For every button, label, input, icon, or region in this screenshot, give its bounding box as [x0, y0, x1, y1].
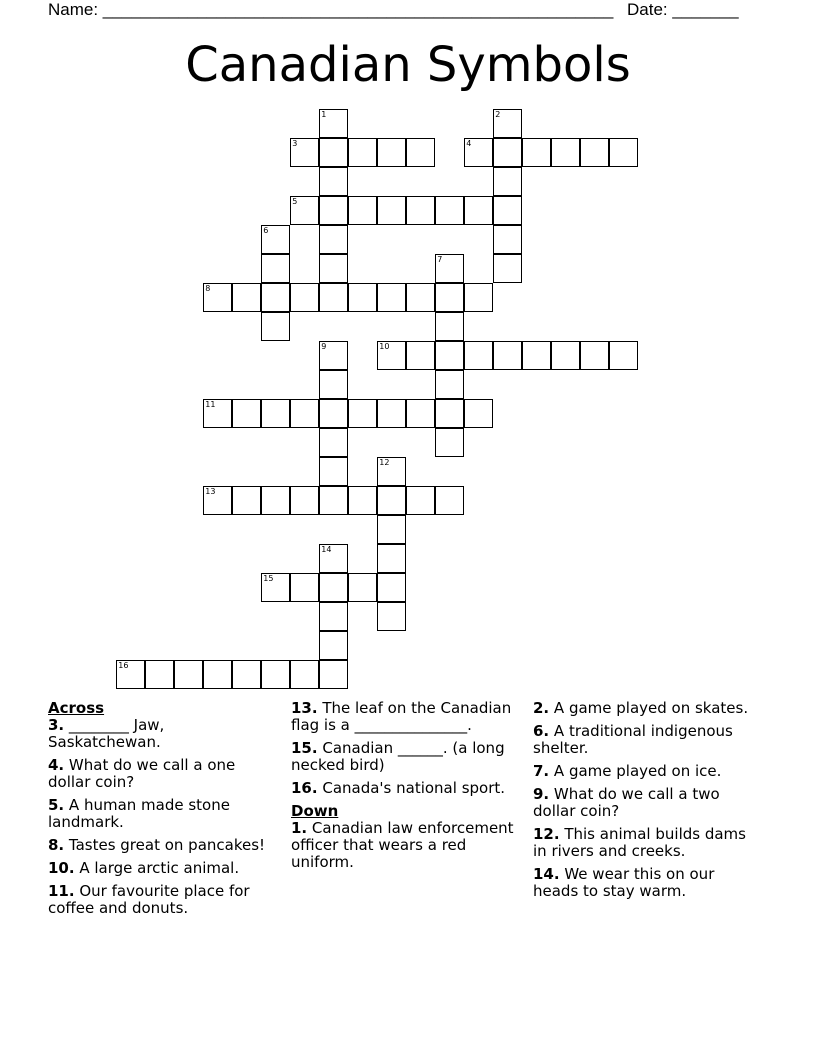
clue-column-2 — [291, 700, 516, 877]
clue-down-12 — [533, 826, 763, 860]
clue-text: Canadian ______. (a long necked bird) — [291, 739, 505, 774]
grid-cell[interactable] — [290, 660, 319, 689]
grid-cell[interactable] — [406, 196, 435, 225]
grid-cell[interactable] — [319, 254, 348, 283]
grid-cell[interactable] — [435, 370, 464, 399]
grid-cell[interactable] — [319, 457, 348, 486]
clue-down-7 — [533, 763, 763, 780]
clue-text: Canadian law enforcement officer that wears a red uniform. — [291, 819, 514, 871]
cell-number: 3 — [292, 139, 298, 149]
clue-down-14 — [533, 866, 763, 900]
grid-cell[interactable] — [290, 138, 319, 167]
cell-number: 2 — [495, 110, 501, 120]
grid-cell[interactable] — [435, 428, 464, 457]
name-field[interactable]: Name: ______________________________________________________ — [48, 0, 614, 19]
grid-cell[interactable] — [319, 370, 348, 399]
grid-cell[interactable] — [319, 399, 348, 428]
clue-across-15 — [291, 740, 516, 774]
clue-number: 3. — [48, 716, 65, 734]
across-heading: Across — [48, 699, 105, 717]
grid-cell[interactable] — [319, 138, 348, 167]
grid-cell[interactable] — [348, 138, 377, 167]
grid-cell[interactable] — [319, 573, 348, 602]
clue-number: 1. — [291, 819, 308, 837]
grid-cell[interactable] — [261, 283, 290, 312]
cell-number: 6 — [263, 226, 269, 236]
grid-cell[interactable] — [319, 341, 348, 370]
grid-cell[interactable] — [551, 341, 580, 370]
cell-number: 11 — [205, 400, 216, 410]
clue-number: 11. — [48, 882, 75, 900]
grid-cell[interactable] — [377, 486, 406, 515]
clue-down-6 — [533, 723, 763, 757]
grid-cell[interactable] — [261, 573, 290, 602]
grid-cell[interactable] — [377, 457, 406, 486]
clue-text: What do we call a two dollar coin? — [533, 785, 720, 820]
grid-cell[interactable] — [348, 486, 377, 515]
clue-number: 4. — [48, 756, 65, 774]
clue-text: A human made stone landmark. — [48, 796, 230, 831]
clue-column-3 — [533, 700, 763, 906]
clue-down-1 — [291, 820, 516, 871]
grid-cell[interactable] — [377, 573, 406, 602]
clue-text: A game played on skates. — [549, 699, 749, 717]
grid-cell[interactable] — [203, 486, 232, 515]
clue-number: 14. — [533, 865, 560, 883]
grid-cell[interactable] — [406, 138, 435, 167]
grid-cell[interactable] — [319, 196, 348, 225]
cell-number: 16 — [118, 661, 129, 671]
clue-number: 7. — [533, 762, 550, 780]
grid-cell[interactable] — [464, 283, 493, 312]
grid-cell[interactable] — [377, 341, 406, 370]
clue-text: We wear this on our heads to stay warm. — [533, 865, 715, 900]
clue-across-3 — [48, 717, 278, 751]
clue-across-13 — [291, 700, 516, 734]
page-title: Canadian Symbols — [185, 37, 631, 93]
grid-cell[interactable] — [406, 341, 435, 370]
grid-cell[interactable] — [406, 399, 435, 428]
grid-cell[interactable] — [609, 138, 638, 167]
grid-cell[interactable] — [290, 573, 319, 602]
grid-cell[interactable] — [609, 341, 638, 370]
clue-number: 15. — [291, 739, 318, 757]
grid-cell[interactable] — [348, 399, 377, 428]
grid-cell[interactable] — [319, 167, 348, 196]
clue-number: 9. — [533, 785, 550, 803]
grid-cell[interactable] — [232, 283, 261, 312]
clue-number: 13. — [291, 699, 318, 717]
clue-text: The leaf on the Canadian flag is a _______________. — [291, 699, 512, 734]
grid-cell[interactable] — [522, 138, 551, 167]
cell-number: 12 — [379, 458, 390, 468]
clue-number: 12. — [533, 825, 560, 843]
cell-number: 13 — [205, 487, 216, 497]
grid-cell[interactable] — [319, 631, 348, 660]
grid-cell[interactable] — [319, 544, 348, 573]
clue-text: Tastes great on pancakes! — [64, 836, 266, 854]
clue-text: A game played on ice. — [549, 762, 722, 780]
grid-cell[interactable] — [435, 399, 464, 428]
grid-cell[interactable] — [261, 399, 290, 428]
grid-cell[interactable] — [319, 602, 348, 631]
grid-cell[interactable] — [580, 138, 609, 167]
grid-cell[interactable] — [435, 283, 464, 312]
grid-cell[interactable] — [377, 138, 406, 167]
grid-cell[interactable] — [435, 196, 464, 225]
grid-cell[interactable] — [580, 341, 609, 370]
clue-number: 10. — [48, 859, 75, 877]
cell-number: 4 — [466, 139, 472, 149]
grid-cell[interactable] — [203, 399, 232, 428]
grid-cell[interactable] — [522, 341, 551, 370]
date-field[interactable]: Date: _______ — [627, 0, 739, 19]
clue-across-10 — [48, 860, 278, 877]
grid-cell[interactable] — [261, 225, 290, 254]
clue-text: Canada's national sport. — [317, 779, 506, 797]
grid-cell[interactable] — [493, 254, 522, 283]
grid-cell[interactable] — [551, 138, 580, 167]
clue-number: 5. — [48, 796, 65, 814]
clue-text: What do we call a one dollar coin? — [48, 756, 236, 791]
grid-cell[interactable] — [493, 167, 522, 196]
clue-text: Our favourite place for coffee and donuts. — [48, 882, 250, 917]
cell-number: 10 — [379, 342, 390, 352]
grid-cell[interactable] — [464, 399, 493, 428]
grid-cell[interactable] — [319, 109, 348, 138]
grid-cell[interactable] — [464, 138, 493, 167]
grid-cell[interactable] — [493, 109, 522, 138]
cell-number: 14 — [321, 545, 332, 555]
clue-across-4 — [48, 757, 278, 791]
grid-cell[interactable] — [261, 312, 290, 341]
grid-cell[interactable] — [145, 660, 174, 689]
grid-cell[interactable] — [348, 573, 377, 602]
grid-cell[interactable] — [174, 660, 203, 689]
grid-cell[interactable] — [493, 225, 522, 254]
grid-cell[interactable] — [116, 660, 145, 689]
grid-cell[interactable] — [232, 486, 261, 515]
clue-text: This animal builds dams in rivers and creeks. — [533, 825, 746, 860]
grid-cell[interactable] — [493, 196, 522, 225]
grid-cell[interactable] — [261, 486, 290, 515]
clue-down-2 — [533, 700, 763, 717]
grid-cell[interactable] — [377, 515, 406, 544]
grid-cell[interactable] — [493, 138, 522, 167]
clue-across-11 — [48, 883, 278, 917]
clue-text: ________ Jaw, Saskatchewan. — [48, 716, 165, 751]
grid-cell[interactable] — [319, 660, 348, 689]
clue-column-1 — [48, 700, 278, 923]
cell-number: 9 — [321, 342, 327, 352]
clue-text: A large arctic animal. — [74, 859, 240, 877]
cell-number: 5 — [292, 197, 298, 207]
down-heading: Down — [291, 802, 339, 820]
grid-cell[interactable] — [290, 399, 319, 428]
grid-cell[interactable] — [377, 283, 406, 312]
grid-cell[interactable] — [377, 196, 406, 225]
grid-cell[interactable] — [348, 283, 377, 312]
grid-cell[interactable] — [203, 283, 232, 312]
cell-number: 7 — [437, 255, 443, 265]
clue-text: A traditional indigenous shelter. — [533, 722, 733, 757]
clue-number: 6. — [533, 722, 550, 740]
clue-across-16 — [291, 780, 516, 797]
grid-cell[interactable] — [261, 660, 290, 689]
grid-cell[interactable] — [406, 283, 435, 312]
grid-cell[interactable] — [232, 660, 261, 689]
grid-cell[interactable] — [435, 486, 464, 515]
grid-cell[interactable] — [319, 225, 348, 254]
clue-across-5 — [48, 797, 278, 831]
grid-cell[interactable] — [377, 399, 406, 428]
grid-cell[interactable] — [319, 428, 348, 457]
grid-cell[interactable] — [435, 341, 464, 370]
grid-cell[interactable] — [290, 196, 319, 225]
cell-number: 15 — [263, 574, 274, 584]
grid-cell[interactable] — [464, 341, 493, 370]
grid-cell[interactable] — [290, 486, 319, 515]
grid-cell[interactable] — [493, 341, 522, 370]
cell-number: 1 — [321, 110, 327, 120]
grid-cell[interactable] — [406, 486, 435, 515]
cell-number: 8 — [205, 284, 211, 294]
grid-cell[interactable] — [290, 283, 319, 312]
grid-cell[interactable] — [232, 399, 261, 428]
grid-cell[interactable] — [435, 312, 464, 341]
clue-down-9 — [533, 786, 763, 820]
grid-cell[interactable] — [203, 660, 232, 689]
grid-cell[interactable] — [377, 602, 406, 631]
grid-cell[interactable] — [377, 544, 406, 573]
grid-cell[interactable] — [319, 486, 348, 515]
clue-number: 8. — [48, 836, 65, 854]
grid-cell[interactable] — [319, 283, 348, 312]
clue-number: 2. — [533, 699, 550, 717]
grid-cell[interactable] — [464, 196, 493, 225]
grid-cell[interactable] — [348, 196, 377, 225]
clue-across-8 — [48, 837, 278, 854]
clue-number: 16. — [291, 779, 318, 797]
grid-cell[interactable] — [261, 254, 290, 283]
grid-cell[interactable] — [435, 254, 464, 283]
